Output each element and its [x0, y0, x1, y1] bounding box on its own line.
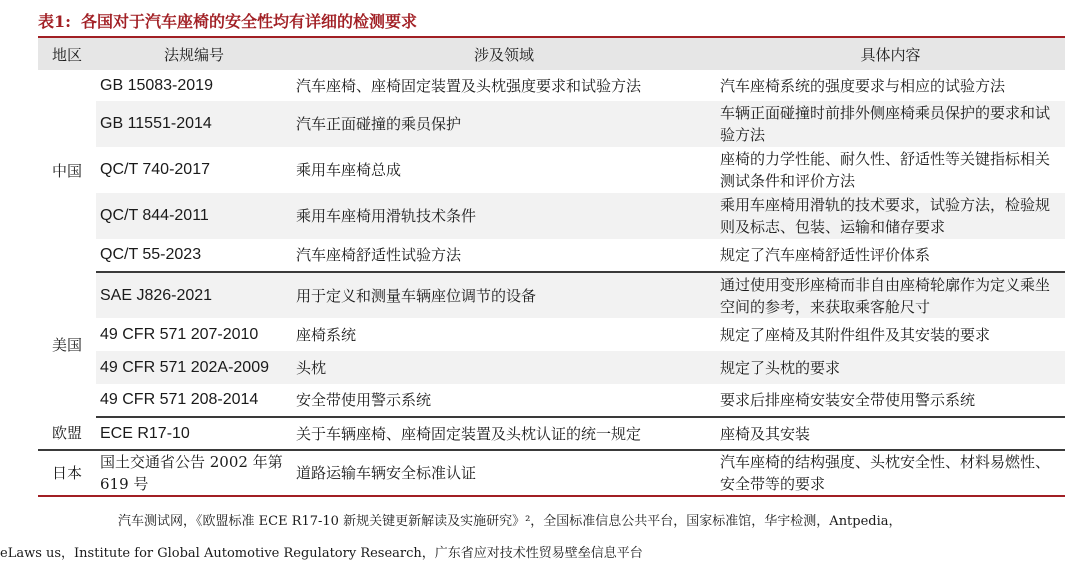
source-line-2: eLaws us，Institute for Global Automotive Regulatory Research，广东省应对技术性贸易壁垒信息平台	[0, 546, 643, 561]
regulation-code: QC/T 740-2017	[100, 161, 210, 178]
regulation-content: 车辆正面碰撞时前排外侧座椅乘员保护的要求和试验方法	[716, 101, 1065, 147]
table-row	[38, 70, 1065, 101]
regulation-code: GB 11551-2014	[96, 101, 292, 147]
regulation-content: 汽车座椅的结构强度、头枕安全性、材料易燃性、安全带等的要求	[716, 450, 1065, 496]
header-region: 地区	[38, 38, 96, 70]
header-row	[38, 38, 1065, 70]
table-label: 表1:	[38, 12, 72, 31]
regulation-field: 关于车辆座椅、座椅固定装置及头枕认证的统一规定	[292, 417, 716, 450]
table-title	[38, 9, 1068, 35]
regulation-code: 国土交通省公告 2002 年第 619 号	[96, 450, 292, 496]
regulation-field: 用于定义和测量车辆座位调节的设备	[292, 272, 716, 318]
region-china: 中国	[51, 162, 82, 180]
regulation-code: SAE J826-2021	[96, 272, 292, 318]
header-code: 法规编号	[96, 38, 292, 70]
table-row	[38, 384, 1065, 417]
regulation-content: 汽车座椅系统的强度要求与相应的试验方法	[720, 76, 1006, 95]
table-row	[38, 417, 1065, 450]
regulation-field: 头枕	[292, 351, 716, 384]
regulation-content: 要求后排座椅安装安全带使用警示系统	[716, 384, 1065, 417]
regulation-code: ECE R17-10	[96, 417, 292, 450]
regulation-content: 乘用车座椅用滑轨的技术要求，试验方法，检验规则及标志、包装、运输和储存要求	[716, 193, 1065, 239]
regulation-code: 49 CFR 571 207-2010	[100, 325, 259, 343]
regulation-code: QC/T 55-2023	[96, 239, 292, 272]
region-usa: 美国	[38, 272, 96, 417]
source-note	[0, 512, 1058, 564]
table-row	[38, 101, 1065, 147]
table-caption: 各国对于汽车座椅的安全性均有详细的检测要求	[81, 12, 418, 31]
regulation-field: 乘用车座椅用滑轨技术条件	[292, 193, 716, 239]
regulation-table	[38, 38, 1065, 497]
regulation-content: 座椅及其安装	[716, 417, 1065, 450]
table-row	[38, 239, 1065, 272]
regulation-field: 安全带使用警示系统	[292, 384, 716, 417]
regulation-field: 汽车正面碰撞的乘员保护	[292, 101, 716, 147]
regulation-field: 道路运输车辆安全标准认证	[292, 450, 716, 496]
regulation-content: 规定了头枕的要求	[716, 351, 1065, 384]
header-content: 具体内容	[716, 38, 1065, 70]
table-row	[38, 147, 1065, 193]
region-eu: 欧盟	[38, 417, 96, 450]
regulation-field: 汽车座椅、座椅固定装置及头枕强度要求和试验方法	[296, 76, 642, 95]
table-row	[38, 318, 1065, 351]
table-row	[38, 351, 1065, 384]
header-field: 涉及领域	[292, 38, 716, 70]
table-row	[38, 193, 1065, 239]
regulation-field: 座椅系统	[296, 325, 357, 344]
regulation-content: 座椅的力学性能、耐久性、舒适性等关键指标相关测试条件和评价方法	[720, 150, 1051, 190]
regulation-field: 乘用车座椅总成	[296, 161, 402, 179]
source-line-1: 汽车测试网，《欧盟标准 ECE R17-10 新规关键更新解读及实施研究》²，全国标准信息公共平台，国家标准馆，华宇检测，Antpedia，	[118, 514, 902, 529]
table-row	[38, 272, 1065, 318]
regulation-content: 通过使用变形座椅而非自由座椅轮廓作为定义乘坐空间的参考，来获取乘客舱尺寸	[716, 272, 1065, 318]
regulation-code: 49 CFR 571 208-2014	[96, 384, 292, 417]
regulation-content: 规定了座椅及其附件组件及其安装的要求	[720, 325, 991, 344]
regulation-code: 49 CFR 571 202A-2009	[96, 351, 292, 384]
regulation-code: GB 15083-2019	[100, 76, 213, 94]
regulation-code: QC/T 844-2011	[96, 193, 292, 239]
regulation-field: 汽车座椅舒适性试验方法	[292, 239, 716, 272]
region-japan: 日本	[38, 450, 96, 496]
table-row	[38, 450, 1065, 496]
regulation-content: 规定了汽车座椅舒适性评价体系	[716, 239, 1065, 272]
